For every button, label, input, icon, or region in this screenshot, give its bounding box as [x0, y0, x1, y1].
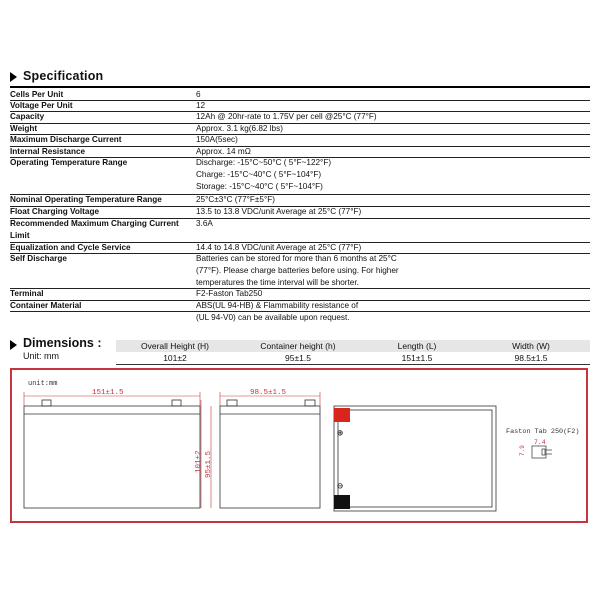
drawing-unit-label: unit:mm — [28, 380, 58, 388]
spec-label: Capacity — [10, 112, 45, 121]
length-dimension-label: 151±1.5 — [92, 389, 124, 397]
spec-value — [196, 134, 446, 146]
spec-row — [10, 253, 590, 289]
positive-terminal — [334, 408, 350, 422]
spec-value-line: ABS(UL 94-HB) & Flammability resistance of — [196, 301, 359, 310]
faston-tab-icon — [532, 446, 552, 458]
spec-label: Self Discharge — [10, 254, 67, 263]
front-view — [24, 392, 200, 508]
spec-value — [196, 253, 446, 289]
plus-icon: ⊕ — [337, 429, 344, 440]
top-view — [334, 406, 496, 511]
minus-icon: ⊖ — [337, 482, 344, 493]
spec-value-line: 12Ah @ 20hr-rate to 1.75V per cell @25°C (77°F) — [196, 112, 377, 121]
spec-value — [196, 300, 446, 324]
spec-value-line: Approx. 14 mΩ — [196, 147, 251, 156]
tab-height-label: 7.9 — [519, 445, 526, 456]
spec-value-line: F2-Faston Tab250 — [196, 289, 263, 298]
spec-label: Operating Temperature Range — [10, 158, 128, 167]
triangle-bullet-icon — [10, 340, 17, 350]
col-header-container-height: Container height (h) — [234, 340, 362, 352]
col-header-length: Length (L) — [362, 340, 472, 352]
side-view-body — [220, 406, 320, 508]
col-header-width: Width (W) — [472, 340, 590, 352]
drawing-svg — [12, 370, 586, 521]
spec-row — [10, 157, 590, 195]
spec-value-line: Discharge: -15°C~50°C ( 5°F~122°F) — [196, 158, 332, 167]
spec-value-line: Charge: -15°C~40°C ( 5°F~104°F) — [196, 170, 322, 179]
spec-value-line: 14.4 to 14.8 VDC/unit Average at 25°C (77°F) — [196, 243, 362, 252]
triangle-bullet-icon — [10, 72, 17, 82]
overall-height-label: 101±2 — [195, 450, 203, 473]
spec-label: Internal Resistance — [10, 147, 86, 156]
col-header-overall-height: Overall Height (H) — [116, 340, 234, 352]
negative-terminal — [334, 495, 350, 509]
spec-value — [196, 194, 446, 206]
spec-value-line: 25°C±3°C (77°F±5°F) — [196, 195, 275, 204]
spec-row — [10, 300, 590, 322]
dimensions-section — [10, 336, 590, 366]
spec-label: Voltage Per Unit — [10, 101, 73, 110]
spec-value-line: Batteries can be stored for more than 6 months at 25°C — [196, 254, 397, 263]
spec-value-line: temperatures the time interval will be shorter. — [196, 278, 359, 287]
spec-value-line: 6 — [196, 90, 201, 99]
terminal-label: Faston Tab 250(F2) — [506, 428, 580, 436]
container-height-label: 95±1.5 — [205, 450, 213, 478]
spec-value-line: (77°F). Please charge batteries before using. For higher — [196, 266, 399, 275]
spec-value-line: 150A(5sec) — [196, 135, 238, 144]
dimensions-title: Dimensions : — [23, 336, 102, 350]
spec-value — [196, 288, 446, 300]
top-view-body — [334, 406, 496, 511]
value-container-height: 95±1.5 — [234, 352, 362, 365]
spec-label: Container Material — [10, 301, 82, 310]
front-view-body — [24, 406, 200, 508]
value-length: 151±1.5 — [362, 352, 472, 365]
spec-label: Nominal Operating Temperature Range — [10, 195, 162, 204]
spec-value-line: Storage: -15°C~40°C ( 5°F~104°F) — [196, 182, 323, 191]
specification-header — [10, 70, 590, 85]
side-view — [201, 392, 320, 508]
spec-value-line: 12 — [196, 101, 206, 110]
spec-value — [196, 157, 446, 193]
value-overall-height: 101±2 — [116, 352, 234, 365]
width-dimension-label: 98.5±1.5 — [250, 389, 287, 397]
header-divider — [10, 86, 590, 88]
spec-value-line: (UL 94-V0) can be available upon request. — [196, 313, 350, 322]
spec-label: Terminal — [10, 289, 44, 298]
spec-label: Recommended Maximum Charging Current Limit — [10, 219, 179, 240]
spec-value-line: 13.5 to 13.8 VDC/unit Average at 25°C (77°F) — [196, 207, 362, 216]
spec-label: Maximum Discharge Current — [10, 135, 122, 144]
spec-value-line: 3.6A — [196, 219, 213, 228]
spec-value — [196, 111, 446, 123]
spec-label: Equalization and Cycle Service — [10, 243, 131, 252]
spec-value — [196, 206, 446, 218]
spec-row — [10, 218, 590, 243]
specification-title: Specification — [23, 69, 104, 83]
spec-value-line: Approx. 3.1 kg(6.82 lbs) — [196, 124, 283, 133]
spec-label: Weight — [10, 124, 38, 133]
spec-label: Cells Per Unit — [10, 90, 64, 99]
spec-value — [196, 218, 446, 230]
tab-width-label: 7.4 — [534, 439, 546, 446]
technical-drawing — [10, 368, 588, 523]
value-width: 98.5±1.5 — [472, 352, 590, 365]
spec-label: Float Charging Voltage — [10, 207, 100, 216]
dimensions-unit: Unit: mm — [23, 351, 59, 361]
